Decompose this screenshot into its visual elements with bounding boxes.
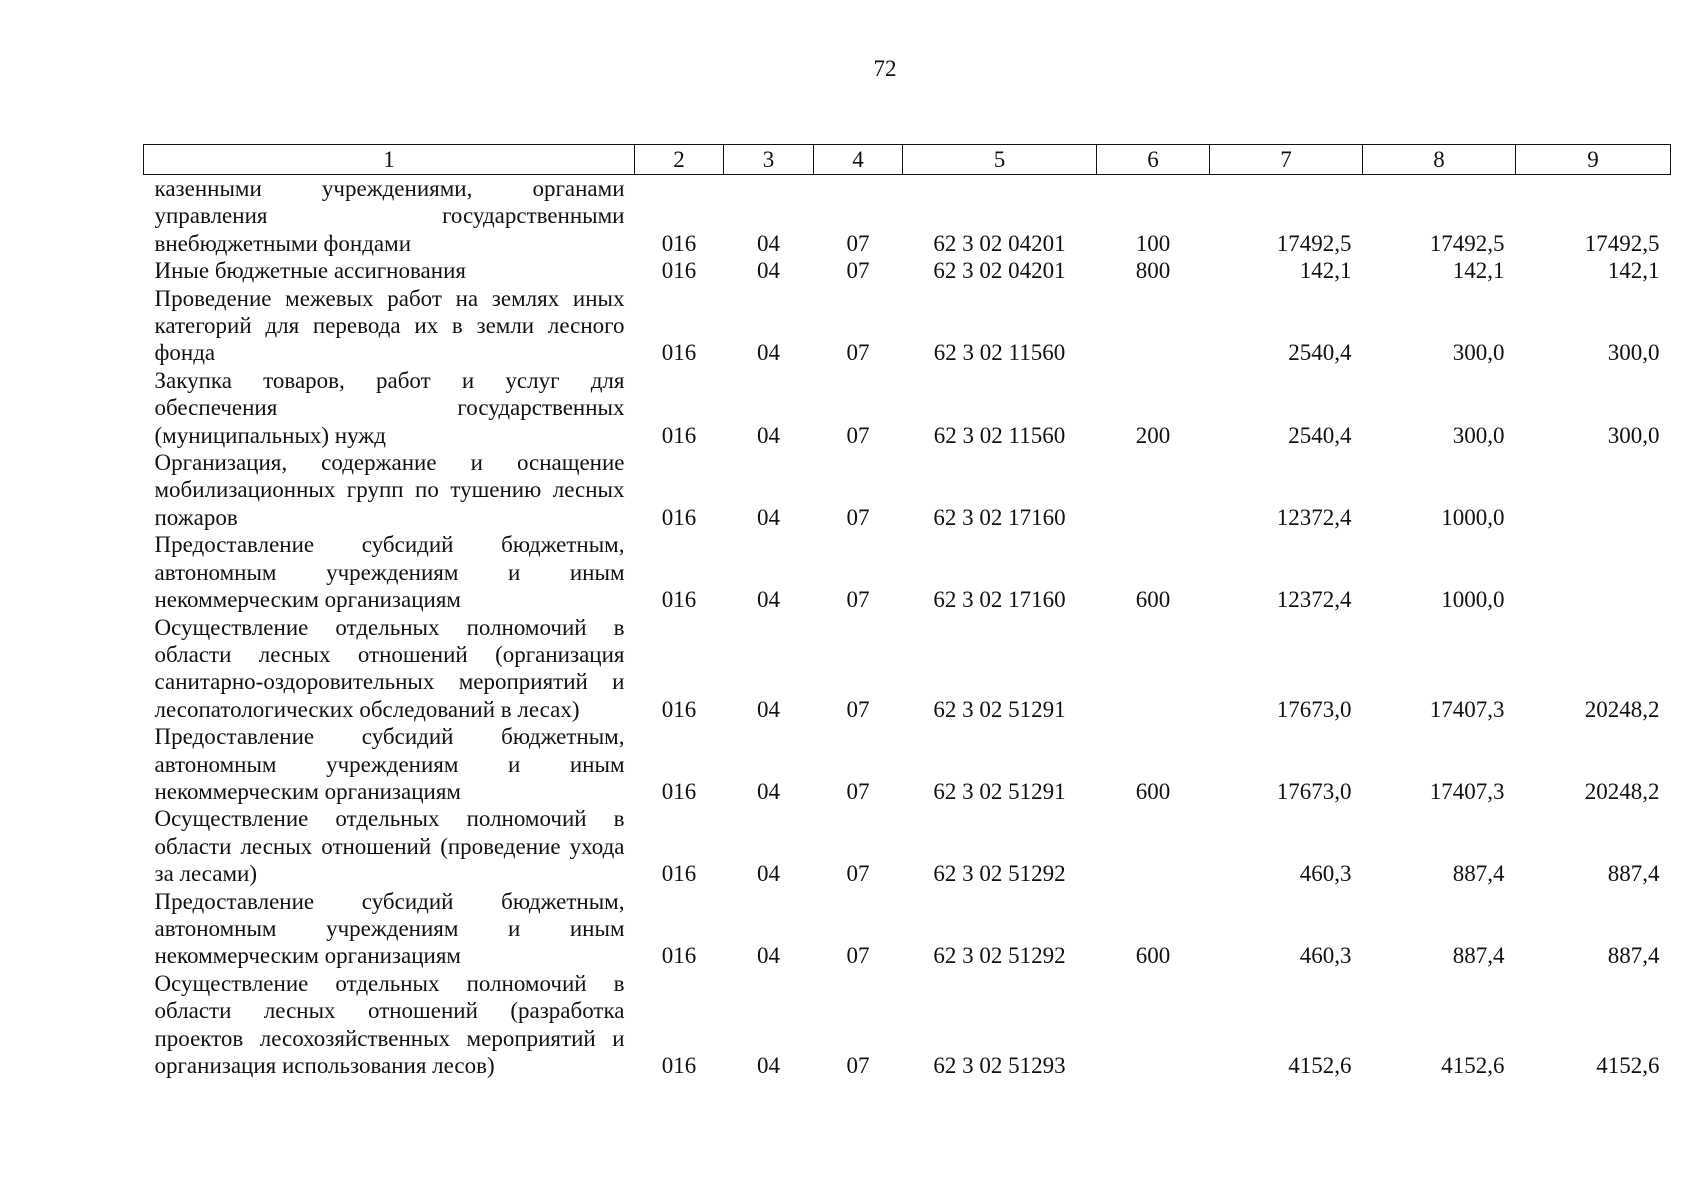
cell-amount-3: 4152,6 [1596,1053,1660,1078]
budget-table [143,144,1671,1079]
row-name: Проведение межевых работ на землях иных категорий для перевода их в земли лесного фонда [154,285,625,366]
cell-subsection: 07 [846,1053,870,1078]
cell-grbs: 016 [661,943,697,969]
cell-subsection: 07 [846,230,870,256]
cell-section: 04 [757,422,780,448]
cell-amount-2: 17407,3 [1429,696,1505,722]
table-header [144,145,1671,175]
cell-expense-type: 200 [1135,422,1171,448]
cell-amount-1: 12372,4 [1276,504,1352,530]
table-row [144,257,1671,284]
cell-amount-1: 2540,4 [1288,422,1352,448]
table-row [144,367,1671,449]
cell-amount-1: 4152,6 [1288,1053,1352,1078]
cell-amount-3: 20248,2 [1584,778,1660,804]
cell-target-code: 62 3 02 17160 [933,587,1066,613]
cell-subsection: 07 [846,422,870,448]
cell-amount-1: 17673,0 [1276,696,1352,722]
cell-amount-3 [1516,449,1671,531]
cell-subsection: 07 [846,340,870,366]
cell-grbs: 016 [661,778,697,804]
page-number: 72 [873,56,897,81]
cell-expense-type: 600 [1135,778,1171,804]
row-name: Осуществление отдельных полномочий в области лесных отношений (проведение ухода за лесами) [154,806,625,887]
cell-amount-2: 1000,0 [1441,504,1505,530]
cell-expense-type: 100 [1135,230,1171,256]
row-name: Предоставление субсидий бюджетным, автономным учреждениям и иным некоммерческим организациям [154,888,625,969]
cell-section: 04 [757,587,780,613]
column-header: 8 [1363,145,1516,175]
row-name: Иные бюджетные ассигнования [154,258,466,284]
row-name: Предоставление субсидий бюджетным, автономным учреждениям и иным некоммерческим организациям [154,724,625,804]
cell-grbs: 016 [661,1053,697,1078]
cell-amount-2: 1000,0 [1441,587,1505,613]
cell-amount-3 [1516,531,1671,613]
column-header: 9 [1516,145,1671,175]
cell-target-code: 62 3 02 51291 [933,696,1066,722]
table-row [144,614,1671,724]
cell-target-code: 62 3 02 51292 [933,861,1066,887]
row-name: казенными учреждениями, органами управления государственными внебюджетными фондами [154,176,625,256]
cell-target-code: 62 3 02 51292 [933,943,1066,969]
cell-amount-2: 142,1 [1452,258,1505,284]
cell-amount-3: 887,4 [1607,861,1660,887]
cell-amount-3: 300,0 [1607,422,1660,448]
table-row [144,970,1671,1080]
cell-expense-type [1097,970,1210,1080]
table-row [144,723,1671,805]
cell-grbs: 016 [661,861,697,887]
row-name: Осуществление отдельных полномочий в области лесных отношений (организация санитарно-оздоровительных мероприятий и лесопатологических обследований в лесах) [154,614,625,722]
cell-amount-2: 17407,3 [1429,778,1505,804]
cell-section: 04 [757,1053,780,1078]
row-name: Предоставление субсидий бюджетным, автономным учреждениям и иным некоммерческим организациям [154,532,625,613]
cell-section: 04 [757,861,780,887]
cell-section: 04 [757,778,780,804]
cell-section: 04 [757,696,780,722]
cell-subsection: 07 [846,696,870,722]
cell-amount-1: 2540,4 [1288,340,1352,366]
cell-amount-2: 17492,5 [1429,230,1505,256]
cell-target-code: 62 3 02 04201 [933,230,1066,256]
cell-amount-2: 4152,6 [1441,1053,1505,1078]
cell-expense-type [1097,449,1210,531]
cell-expense-type [1097,614,1210,724]
cell-amount-1: 17492,5 [1276,230,1352,256]
table-row [144,449,1671,531]
table-row [144,805,1671,887]
column-header: 2 [635,145,724,175]
column-header: 3 [724,145,814,175]
cell-expense-type [1097,805,1210,887]
column-header: 7 [1210,145,1363,175]
cell-subsection: 07 [846,258,870,284]
cell-expense-type: 600 [1135,587,1171,613]
cell-section: 04 [757,943,780,969]
cell-target-code: 62 3 02 04201 [933,258,1066,284]
cell-subsection: 07 [846,943,870,969]
cell-amount-2: 300,0 [1452,340,1505,366]
cell-expense-type: 600 [1135,943,1171,969]
cell-grbs: 016 [661,230,697,256]
cell-amount-3: 17492,5 [1584,230,1660,256]
cell-section: 04 [757,504,780,530]
cell-amount-1: 142,1 [1299,258,1352,284]
column-header: 6 [1097,145,1210,175]
cell-section: 04 [757,340,780,366]
row-name: Закупка товаров, работ и услуг для обеспечения государственных (муниципальных) нужд [154,367,625,448]
row-name: Осуществление отдельных полномочий в области лесных отношений (разработка проектов лесохозяйственных мероприятий и организация использования лесов) [154,970,625,1078]
cell-amount-1: 460,3 [1299,861,1352,887]
table-row [144,531,1671,613]
column-header: 5 [903,145,1097,175]
cell-amount-3: 20248,2 [1584,696,1660,722]
cell-amount-1: 17673,0 [1276,778,1352,804]
cell-expense-type [1097,285,1210,367]
cell-amount-3: 142,1 [1607,258,1660,284]
cell-section: 04 [757,230,780,256]
cell-subsection: 07 [846,587,870,613]
cell-target-code: 62 3 02 51291 [933,778,1066,804]
cell-grbs: 016 [661,258,697,284]
cell-target-code: 62 3 02 11560 [933,422,1066,448]
cell-amount-2: 887,4 [1452,861,1505,887]
cell-amount-3: 300,0 [1607,340,1660,366]
table-row [144,888,1671,970]
cell-grbs: 016 [661,587,697,613]
cell-amount-2: 300,0 [1452,422,1505,448]
cell-target-code: 62 3 02 11560 [933,340,1066,366]
cell-expense-type: 800 [1135,258,1171,284]
cell-subsection: 07 [846,778,870,804]
table-body [144,175,1671,1080]
cell-amount-1: 12372,4 [1276,587,1352,613]
cell-grbs: 016 [661,340,697,366]
column-header: 1 [144,145,635,175]
column-header: 4 [814,145,903,175]
cell-section: 04 [757,258,780,284]
table-row [144,285,1671,367]
cell-subsection: 07 [846,861,870,887]
cell-subsection: 07 [846,504,870,530]
cell-amount-1: 460,3 [1299,943,1352,969]
cell-target-code: 62 3 02 17160 [933,504,1066,530]
header-row [144,145,1671,175]
cell-amount-3: 887,4 [1607,943,1660,969]
table-row [144,175,1671,258]
cell-grbs: 016 [661,504,697,530]
cell-grbs: 016 [661,696,697,722]
cell-amount-2: 887,4 [1452,943,1505,969]
cell-target-code: 62 3 02 51293 [933,1053,1066,1078]
row-name: Организация, содержание и оснащение мобилизационных групп по тушению лесных пожаров [154,450,625,530]
cell-grbs: 016 [661,422,697,448]
